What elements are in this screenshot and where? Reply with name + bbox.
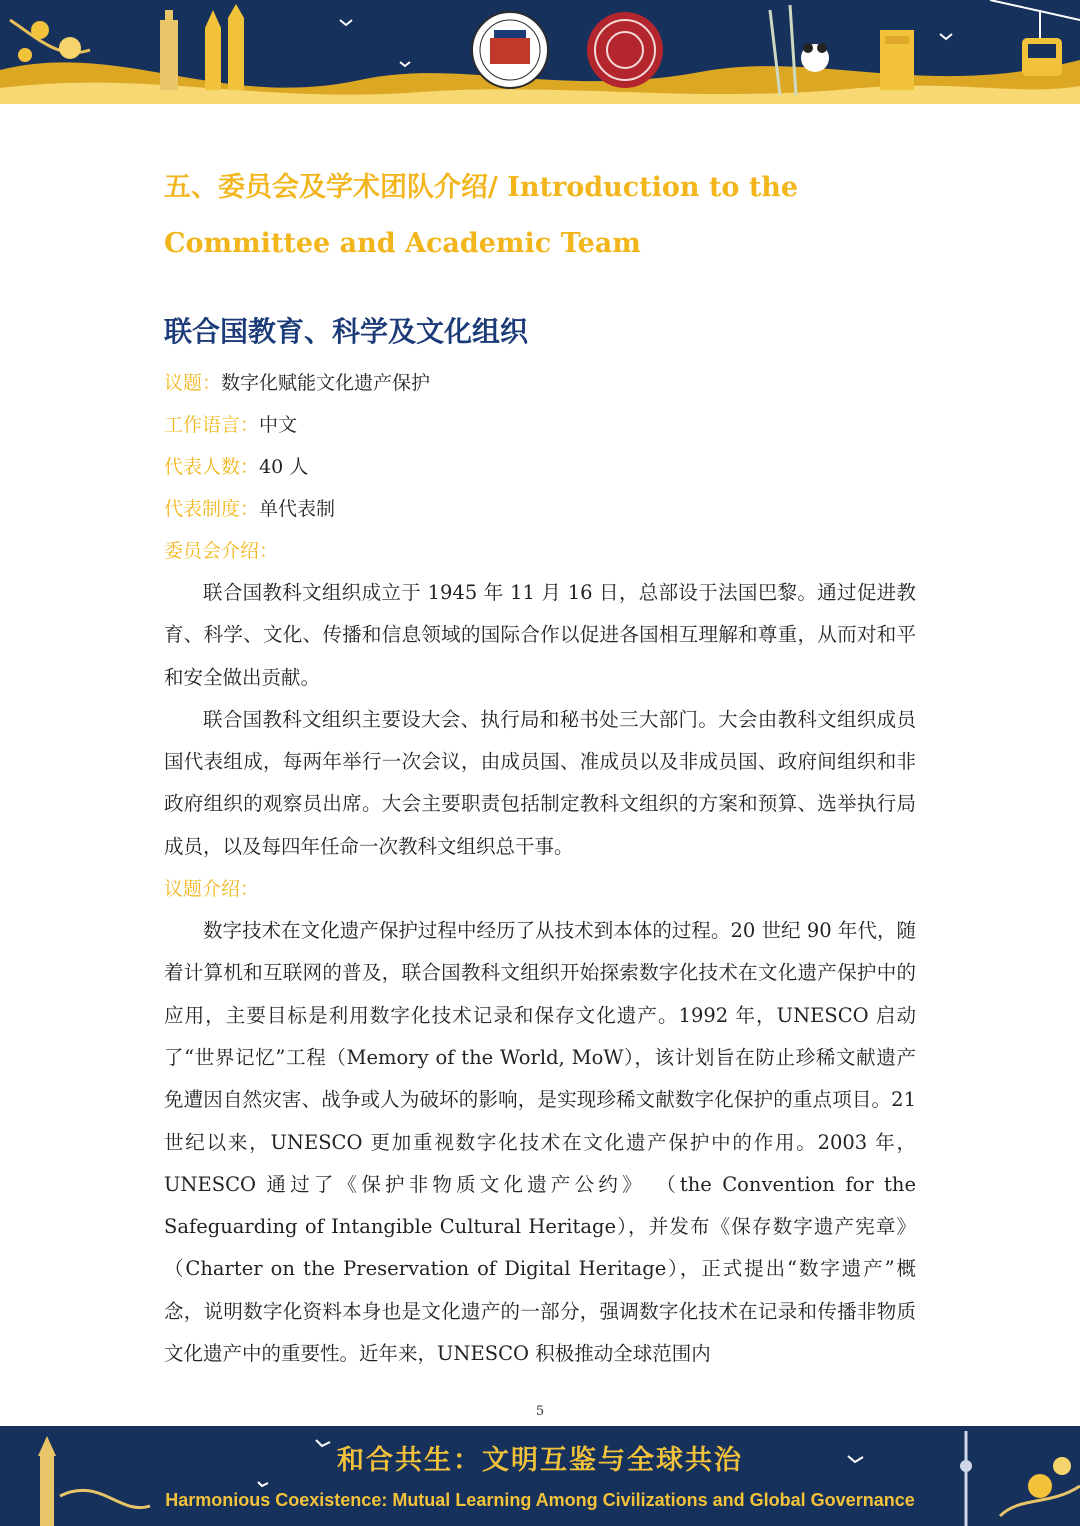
delegate-system-field <box>164 488 916 530</box>
slogan-chinese: 和合共生：文明互鉴与全球共治 <box>337 1445 743 1476</box>
field-value: 单代表制 <box>259 498 336 520</box>
committee-intro-paragraph: 联合国教科文组织成立于 1945 年 11 月 16 日，总部设于法国巴黎。通过促进教育、科学、文化、传播和信息领域的国际合作以促进各国相互理解和尊重，从而对和平和安全做出贡献。 <box>164 581 916 689</box>
header-banner <box>0 0 1080 104</box>
field-value: 中文 <box>259 414 298 436</box>
page-number: 5 <box>535 1404 545 1419</box>
footer-banner <box>0 1426 1080 1526</box>
committee-intro-heading: 委员会介绍： <box>164 540 279 562</box>
field-value: 数字化赋能文化遗产保护 <box>221 372 431 394</box>
building-illustration <box>160 4 244 90</box>
field-label: 代表人数： <box>164 456 260 478</box>
topic-intro-heading: 议题介绍： <box>164 878 260 901</box>
field-label: 工作语言： <box>164 414 260 436</box>
flower-illustration <box>10 20 90 62</box>
panda-illustration <box>801 43 829 72</box>
conference-logo <box>472 12 548 88</box>
committee-intro-paragraph: 联合国教科文组织主要设大会、执行局和秘书处三大部门。大会由教科文组织成员国代表组成，每两年举行一次会议，由成员国、准成员以及非成员国、政府间组织和非政府组织的观察员出席。大会主要职责包括制定教科文组织的方案和预算、选举执行局成员，以及每四年任命一次教科文组织总干事。 <box>164 707 916 858</box>
tower-illustration <box>880 30 914 90</box>
topic-field <box>164 362 916 404</box>
field-label: 代表制度： <box>164 498 260 520</box>
section-title: 五、委员会及学术团队介绍/ Introduction to the Committee and Academic Team <box>164 172 799 259</box>
document-body <box>164 160 916 1375</box>
delegate-count-field <box>164 446 916 488</box>
slogan-english: Harmonious Coexistence: Mutual Learning Among Civilizations and Global Governance <box>165 1490 915 1510</box>
field-label: 议题： <box>164 372 222 394</box>
header-illustration <box>0 0 1080 104</box>
language-field <box>164 404 916 446</box>
committee-name: 联合国教育、科学及文化组织 <box>164 315 529 348</box>
field-value: 40 人 <box>259 456 309 478</box>
university-seal <box>587 12 663 88</box>
topic-intro-paragraph: 数字技术在文化遗产保护过程中经历了从技术到本体的过程。20 世纪 90 年代，随着计算机和互联网的普及，联合国教科文组织开始探索数字化技术在文化遗产保护中的应用，主要目标是利用数字化技术记录和保存文化遗产。1992 年，UNESCO 启动了“世界记忆”工程（Memory of the World, MoW），该计划旨在防止珍稀文献遗产免遭因自然灾害、战争或人为破坏的影响，是实现珍稀文献数字化保护的重点项目。21 世纪以来，UNESCO 更加重视数字化技术在文化遗产保护中的作用。2003 年，UNESCO 通过了《保护非物质文化遗产公约》 （the Convention for the Safeguarding of Intangible Cultural Heritage），并发布《保存数字遗产宪章》 （Charter on the Preservation of Digital Heritage），正式提出“数字遗产”概念，说明数字化资料本身也是文化遗产的一部分，强调数字化技术在记录和传播非物质文化遗产中的重要性。近年来，UNESCO 积极推动全球范围内 <box>164 919 916 1366</box>
